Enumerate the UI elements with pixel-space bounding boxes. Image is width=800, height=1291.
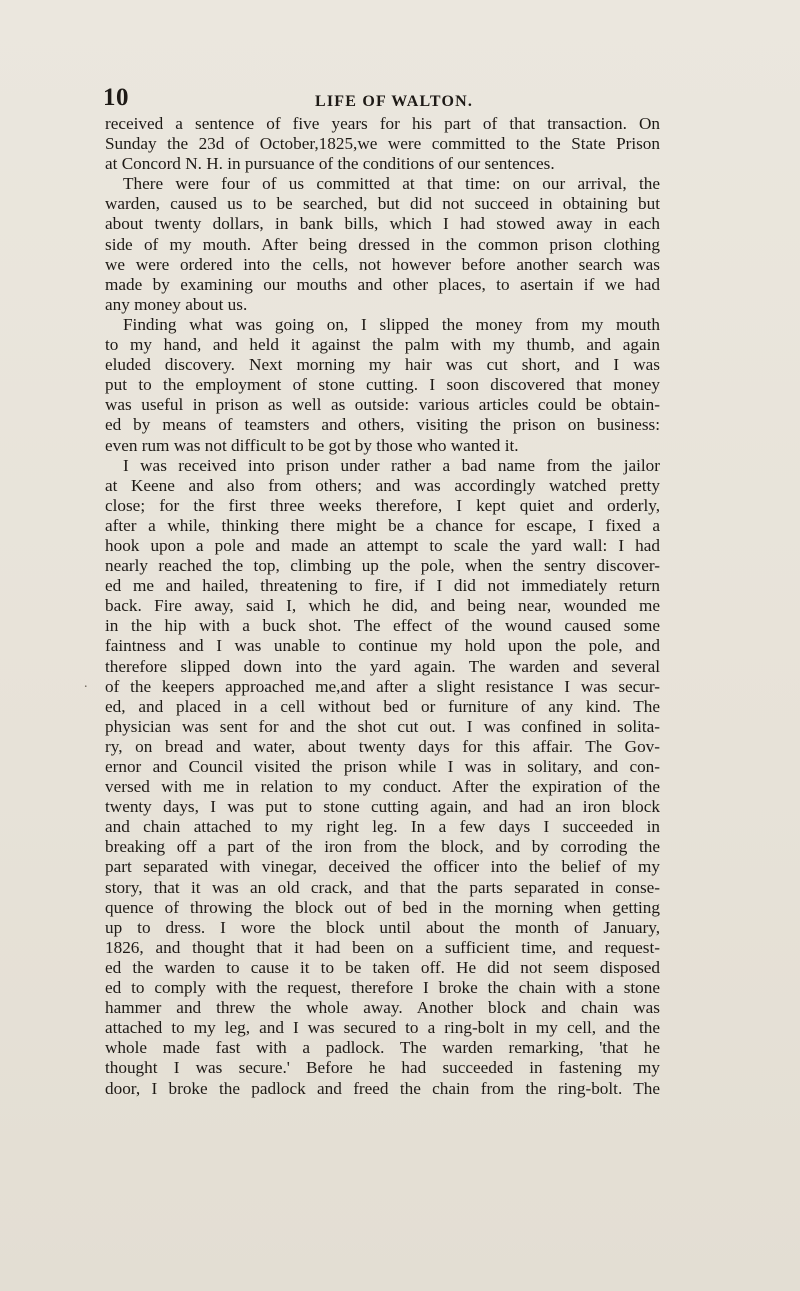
text-line: at Keene and also from others; and was accordingly watched pretty xyxy=(105,475,660,495)
text-line: back. Fire away, said I, which he did, and being near, wounded me xyxy=(105,596,660,616)
text-line: door, I broke the padlock and freed the chain from the ring-bolt. The xyxy=(105,1078,660,1098)
text-line: was useful in prison as well as outside: various articles could be obtain- xyxy=(105,395,660,415)
text-line: part separated with vinegar, deceived the officer into the belief of my xyxy=(105,857,660,877)
text-line: ernor and Council visited the prison while I was in solitary, and con- xyxy=(105,757,660,776)
text-line: eluded discovery. Next morning my hair was cut short, and I was xyxy=(105,355,660,375)
text-line: hook upon a pole and made an attempt to scale the yard wall: I had xyxy=(105,535,660,555)
text-line: ry, on bread and water, about twenty days for this affair. The Gov- xyxy=(105,736,660,756)
text-line: quence of throwing the block out of bed in the morning when getting xyxy=(105,897,660,917)
page-number: 10 xyxy=(103,84,129,111)
text-line: physician was sent for and the shot cut out. I was confined in solita- xyxy=(105,716,660,736)
text-line: whole made fast with a padlock. The warden remarking, 'that he xyxy=(105,1038,660,1058)
text-line: we were ordered into the cells, not however before another search was xyxy=(105,254,660,274)
text-line: ed by means of teamsters and others, visiting the prison on business: xyxy=(105,415,660,435)
text-line: to my hand, and held it against the palm with my thumb, and again xyxy=(105,335,660,355)
text-line: put to the employment of stone cutting. I soon discovered that money xyxy=(105,375,660,395)
text-line: faintness and I was unable to continue my hold upon the pole, and xyxy=(105,636,660,656)
text-line: about twenty dollars, in bank bills, which I had stowed away in each xyxy=(105,214,660,234)
text-line: nearly reached the top, climbing up the pole, when the sentry discover- xyxy=(105,556,660,576)
text-line: in the hip with a buck shot. The effect of the wound caused some xyxy=(105,616,660,636)
text-line: and chain attached to my right leg. In a few days I succeeded in xyxy=(105,817,660,837)
text-line: story, that it was an old crack, and that the parts separated in conse- xyxy=(105,877,660,897)
page-header xyxy=(103,84,663,114)
text-line: breaking off a part of the iron from the block, and by corroding the xyxy=(105,837,660,857)
text-line: hammer and threw the whole away. Another block and chain was xyxy=(105,998,660,1018)
text-line: ed to comply with the request, therefore I broke the chain with a stone xyxy=(105,978,660,998)
text-line: versed with me in relation to my conduct. After the expiration of the xyxy=(105,777,660,797)
text-line: attached to my leg, and I was secured to a ring-bolt in my cell, and the xyxy=(105,1018,660,1038)
text-line: Sunday the 23d of October,1825,we were committed to the State Prison xyxy=(105,134,660,154)
text-line: even rum was not difficult to be got by those who wanted it. xyxy=(105,435,519,455)
text-line: 1826, and thought that it had been on a sufficient time, and request- xyxy=(105,937,660,957)
text-line: ed me and hailed, threatening to fire, if I did not immediately return xyxy=(105,576,660,596)
text-line: warden, caused us to be searched, but did not succeed in obtaining but xyxy=(105,194,660,214)
text-line: close; for the first three weeks therefore, I kept quiet and orderly, xyxy=(105,495,660,515)
text-line: made by examining our mouths and other places, to asertain if we had xyxy=(105,274,660,294)
text-line: any money about us. xyxy=(105,294,248,314)
text-line: ed the warden to cause it to be taken off. He did not seem disposed xyxy=(105,957,660,977)
text-line: after a while, thinking there might be a chance for escape, I fixed a xyxy=(105,515,660,535)
text-line: of the keepers approached me,and after a slight resistance I was secur- xyxy=(105,676,660,696)
text-line: at Concord N. H. in pursuance of the conditions of our sentences. xyxy=(105,154,555,174)
text-line: I was received into prison under rather a bad name from the jailor xyxy=(123,455,660,475)
text-line: up to dress. I wore the block until about the month of January, xyxy=(105,917,660,937)
text-line: received a sentence of five years for his part of that transaction. On xyxy=(105,114,660,133)
text-line: There were four of us committed at that time: on our arrival, the xyxy=(123,174,660,194)
running-head: LIFE OF WALTON. xyxy=(315,93,474,110)
text-line: thought I was secure.' Before he had succeeded in fastening my xyxy=(105,1058,660,1078)
text-line: side of my mouth. After being dressed in the common prison clothing xyxy=(105,234,660,254)
text-line: therefore slipped down into the yard again. The warden and several xyxy=(105,656,660,676)
text-line: twenty days, I was put to stone cutting again, and had an iron block xyxy=(105,797,660,817)
body-text xyxy=(105,114,660,1099)
text-line: ed, and placed in a cell without bed or furniture of any kind. The xyxy=(105,696,660,716)
text-line: Finding what was going on, I slipped the money from my mouth xyxy=(123,314,660,334)
margin-mark: . xyxy=(84,676,88,691)
